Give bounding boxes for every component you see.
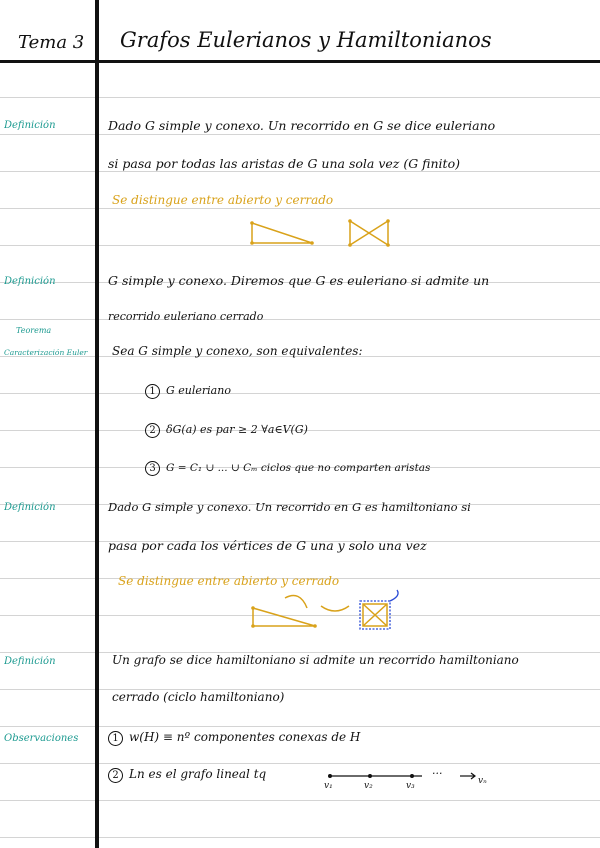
theorem-item-1 <box>145 384 231 399</box>
euler-def-note: Se distingue entre abierto y cerrado <box>112 193 334 207</box>
vertex-label-vn: vₙ <box>478 776 487 786</box>
topic-label: Tema 3 <box>18 32 85 53</box>
theorem-item-3 <box>145 461 430 476</box>
header-rule <box>0 60 600 63</box>
margin-line <box>95 0 99 848</box>
hamilton-graph-def-line2: cerrado (ciclo hamiltoniano) <box>112 690 285 704</box>
vertex-label-v1: v₁ <box>324 781 333 791</box>
circled-number: 3 <box>145 461 160 476</box>
euler-graph-def-line2: recorrido euleriano cerrado <box>108 310 264 323</box>
circled-number: 1 <box>108 731 123 746</box>
hamilton-def-note: Se distingue entre abierto y cerrado <box>118 574 340 588</box>
hamilton-examples-diagram <box>245 590 415 635</box>
hamilton-def-line2: pasa por cada los vértices de G una y solo una vez <box>108 538 427 553</box>
label-definicion-4: Definición <box>4 656 56 667</box>
euler-def-line1: Dado G simple y conexo. Un recorrido en G se dice euleriano <box>108 118 496 133</box>
hamilton-graph-def-line1: Un grafo se dice hamiltoniano si admite un recorrido hamiltoniano <box>112 653 519 667</box>
euler-graph-def-line1: G simple y conexo. Diremos que G es euleriano si admite un <box>108 273 490 288</box>
label-observaciones: Observaciones <box>4 733 79 744</box>
circled-number: 2 <box>145 423 160 438</box>
theorem-item-text: δG(a) es par ≥ 2 ∀a∈V(G) <box>166 423 308 436</box>
theorem-item-2 <box>145 423 308 438</box>
observation-item-2 <box>108 767 266 783</box>
page-title: Grafos Eulerianos y Hamiltonianos <box>120 28 492 52</box>
observation-item-text: w(H) ≡ nº componentes conexas de H <box>129 730 361 744</box>
euler-examples-diagram <box>230 215 410 260</box>
vertex-label-v2: v₂ <box>364 781 373 791</box>
circled-number: 1 <box>145 384 160 399</box>
label-definicion-3: Definición <box>4 502 56 513</box>
hamilton-def-line1: Dado G simple y conexo. Un recorrido en G es hamiltoniano si <box>108 500 471 514</box>
observation-item-1 <box>108 730 360 746</box>
circled-number: 2 <box>108 768 123 783</box>
vertex-label-v3: v₃ <box>406 781 415 791</box>
euler-def-line2: si pasa por todas las aristas de G una sola vez (G finito) <box>108 156 460 171</box>
label-caracterizacion-euler: Caracterización Euler <box>4 348 88 357</box>
theorem-item-text: G euleriano <box>166 384 231 397</box>
observation-item-text: Ln es el grafo lineal tq <box>129 767 267 781</box>
ellipsis-dots: ··· <box>432 767 443 780</box>
label-teorema: Teorema <box>16 326 52 335</box>
linear-graph-diagram <box>320 766 490 796</box>
theorem-item-text: G = C₁ ∪ ... ∪ Cₘ ciclos que no comparten aristas <box>166 462 431 474</box>
label-definicion-2: Definición <box>4 276 56 287</box>
theorem-intro: Sea G simple y conexo, son equivalentes: <box>112 344 363 358</box>
label-definicion-1: Definición <box>4 120 56 131</box>
